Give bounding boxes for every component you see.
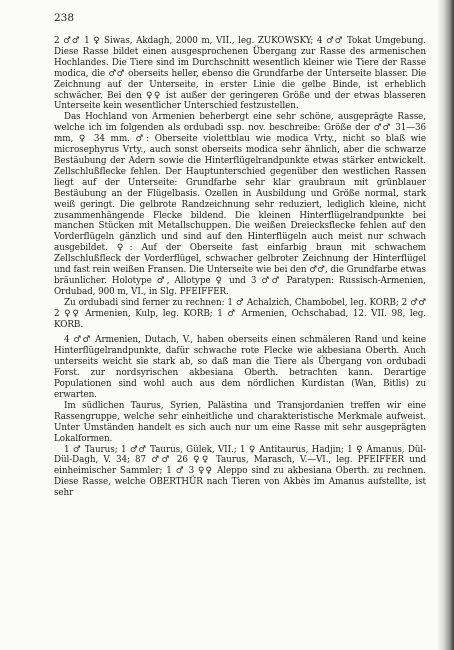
body-text bbox=[54, 36, 426, 499]
paragraph-4: 4 ♂♂ Armenien, Dutach, V., haben oberseits einen schmäleren Rand und keine Hinterflügelrandpunkte, dafür schwache rote Flecke wie akbesiana Oberth. Auch unterseits weicht sie stark ab, so daß man die Tiere als Übergang von ordubadi Forst. zur nordsyrischen akbesiana Oberth. betrachten kann. Derartige Populationen sind wohl auch aus dem nördlichen Kurdistan (Wan, Bitlis) zu erwarten. bbox=[54, 335, 426, 400]
paragraph-6: 1 ♂ Taurus; 1 ♂♂ Taurus, Gülek, VII.; 1 ♀ Antitaurus, Hadjin; 1 ♀ Amanus, Dül-Dül-Dagh, V. 34; 87 ♂♂ 26 ♀♀ Taurus, Marasch, V.—VI., leg. PFEIFFER und einheimischer Sammler; 1 ♂ 3 ♀♀ Aleppo sind zu akbesiana Oberth. zu rechnen. Diese Rasse, welche OBERTHÜR nach Tieren von Akbès im Amanus aufstellte, ist sehr bbox=[54, 444, 426, 499]
page-number: 238 bbox=[54, 12, 75, 24]
paragraph-3: Zu ordubadi sind ferner zu rechnen: 1 ♂ Achalzich, Chambobel, leg. KORB; 2 ♂♂ 2 ♀♀ Armenien, Kulp, leg. KORB; 1 ♂ Armenien, Ochschabad, 12. VII. 98, leg. KORB. bbox=[54, 297, 426, 330]
paragraph-2: Das Hochland von Armenien beherbergt eine sehr schöne, ausgeprägte Rasse, welche ich im folgenden als ordubadi ssp. nov. beschreibe: Größe der ♂♂ 31—36 mm, ♀ 34 mm. ♂: Oberseite violettblau wie modica Vrty., nicht so blaß wie microsephyrus Vrty., auch sonst oberseits modica sehr ähnlich, aber die schwarze Bestäubung der Adern sowie die Hinterflügelrandpunkte etwas stärker entwickelt. Zellschlußflecke fehlen. Der Hauptunterschied gegenüber den westlichen Rassen liegt auf der Unterseite: Grundfarbe sehr klar graubraun mit grünblauer Bestäubung an der Flügelbasis. Ozellen in Ausbildung und Größe normal, stark weiß geringt. Die gelbrote Randzeichnung sehr reduziert, lediglich kleine, nicht zusammenhängende Flecke bildend. Die kleinen Hinterflügelrandpunkte bei manchen Stücken mit Metallschuppen. Die weißen Dreiecksflecke fehlen auf den Vorderflügeln gänzlich und sind auf den Hinterflügeln auch meist nur schwach ausgebildet. ♀: Auf der Oberseite fast einfarbig braun mit schwachem Zellschlußfleck der Vorderflügel, schwacher gelbroter Zeichnung der Hinterflügel und fast rein weißen Fransen. Die Unterseite wie bei den ♂♂, die Grundfarbe etwas bräunlicher. Holotype ♂, Allotype ♀ und 3 ♂♂ Paratypen: Russisch-Armenien, Ordubad, 900 m, VI., in Slg. PFEIFFER. bbox=[54, 112, 426, 297]
paragraph-5: Im südlichen Taurus, Syrien, Palästina und Transjordanien treffen wir eine Rassengruppe, welche sehr einheitliche und charakteristische Merkmale aufweist. Unter Umständen handelt es sich auch nur um eine Rasse mit sehr ausgeprägten Lokalformen. bbox=[54, 400, 426, 444]
binding-shadow bbox=[438, 0, 454, 650]
paragraph-1: 2 ♂♂ 1 ♀ Siwas, Akdagh, 2000 m, VII., leg. ZUKOWSKY; 4 ♂♂ Tokat Umgebung. Diese Rasse bildet einen ausgesprochenen Übergang zur Rasse des armenischen Hochlandes. Die Tiere sind im Durchschnitt wesentlich kleiner wie Tiere der Rasse modica, die ♂♂ oberseits heller, ebenso die Grundfarbe der Unterseite blasser. Die Zeichnung auf der Unterseite, in erster Linie die gelbe Binde, ist erheblich schwächer. Bei den ♀♀ ist außer der geringeren Größe und der etwas blasseren Unterseite kein wesentlicher Unterschied festzustellen. bbox=[54, 36, 426, 112]
